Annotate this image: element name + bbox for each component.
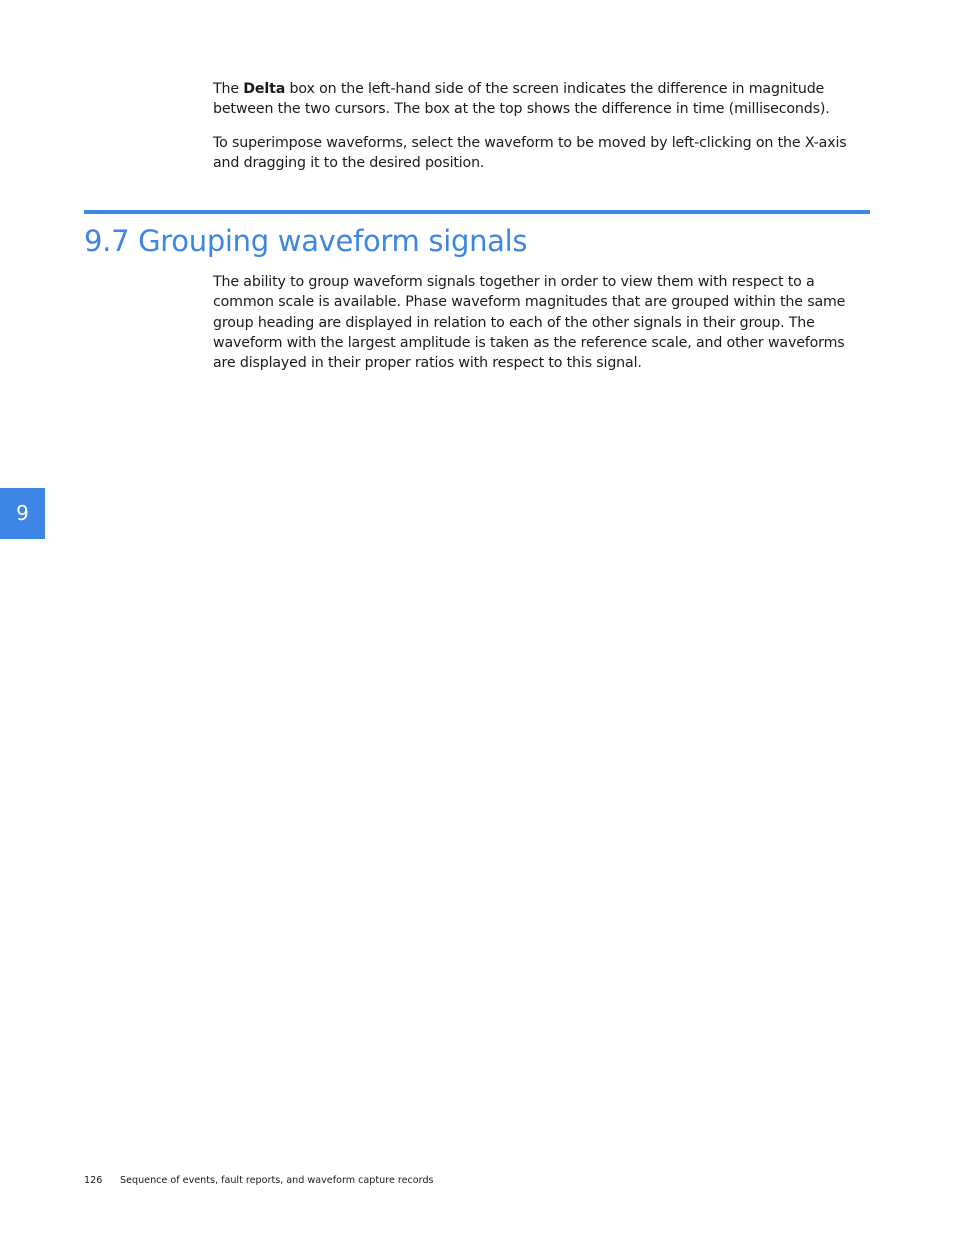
footer-page-number: 126 (84, 1175, 103, 1186)
section-paragraph: The ability to group waveform signals together in order to view them with respect to a common scale is available. Phase waveform magnitudes that are grouped within the same group heading are displayed in relation to each of the other signals in their group. The waveform with the largest amplitude is taken as the reference scale, and other waveforms are displayed in their proper ratios with respect to this signal. (213, 274, 846, 372)
footer-document-title: Sequence of events, fault reports, and waveform capture records (120, 1175, 434, 1186)
intro-paragraph-delta (213, 79, 870, 120)
section-heading: 9.7 Grouping waveform signals (84, 224, 528, 258)
section-divider-rule (84, 210, 870, 214)
delta-term: Delta (243, 81, 286, 97)
intro-paragraph-delta-suffix: box on the left-hand side of the screen indicates the difference in magnitude between the two cursors. The box at the top shows the difference in time (milliseconds). (213, 81, 830, 118)
chapter-tab (0, 488, 45, 539)
chapter-tab-number: 9 (16, 501, 29, 525)
intro-paragraph-superimpose: To superimpose waveforms, select the waveform to be moved by left-clicking on the X-axis and dragging it to the desired position. (213, 135, 847, 172)
intro-paragraph-delta-prefix: The (213, 81, 244, 97)
